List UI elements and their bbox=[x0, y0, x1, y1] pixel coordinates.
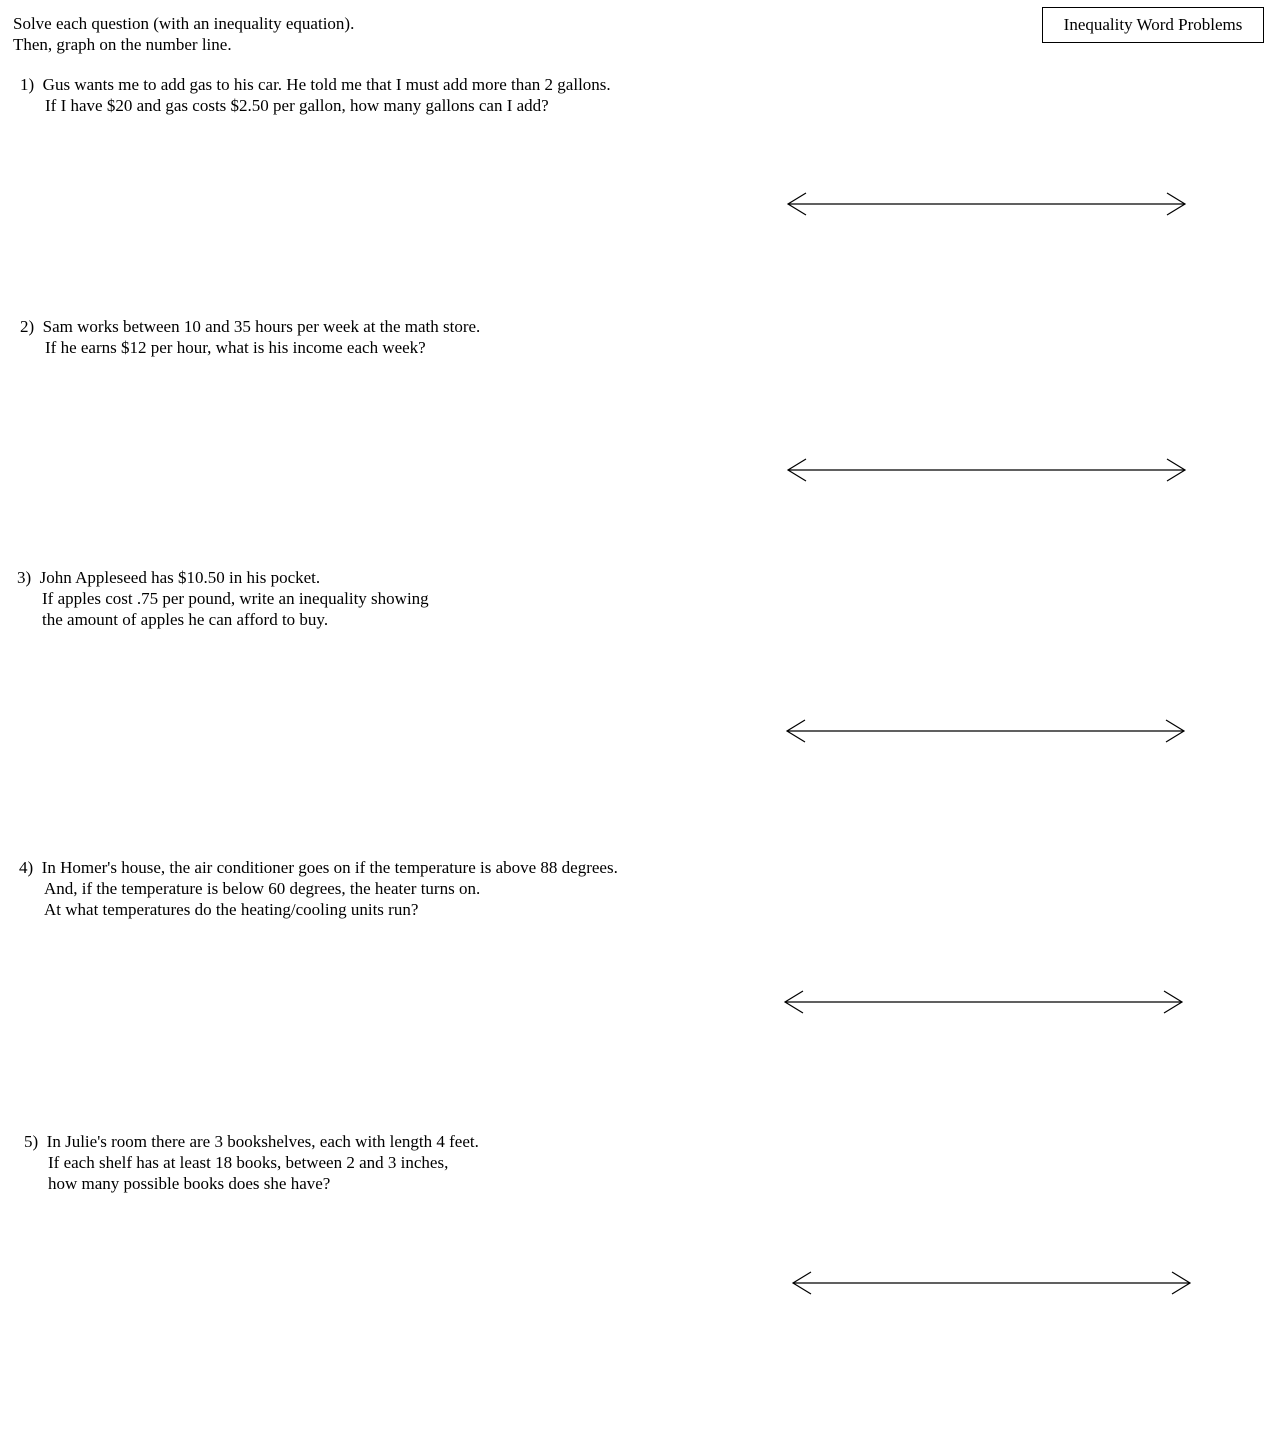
instructions-line-1: Solve each question (with an inequality equation). bbox=[13, 14, 355, 33]
question-5-line-1: 5) In Julie's room there are 3 bookshelves, each with length 4 feet. bbox=[24, 1132, 479, 1151]
number-line-4[interactable] bbox=[777, 988, 1192, 1018]
number-line-2[interactable] bbox=[780, 456, 1195, 486]
worksheet-title: Inequality Word Problems bbox=[1042, 7, 1264, 43]
question-5 bbox=[24, 1131, 479, 1194]
question-1-line-2: If I have $20 and gas costs $2.50 per gallon, how many gallons can I add? bbox=[45, 96, 549, 115]
question-4 bbox=[19, 857, 618, 920]
question-4-line-1: 4) In Homer's house, the air conditioner goes on if the temperature is above 88 degrees. bbox=[19, 858, 618, 877]
question-2-number: 2) bbox=[20, 317, 35, 336]
question-2 bbox=[20, 316, 480, 358]
question-4-line-3: At what temperatures do the heating/cooling units run? bbox=[44, 900, 419, 919]
question-3 bbox=[17, 567, 429, 630]
question-4-line-2: And, if the temperature is below 60 degrees, the heater turns on. bbox=[44, 879, 481, 898]
question-3-number: 3) bbox=[17, 568, 32, 587]
question-4-number: 4) bbox=[19, 858, 34, 877]
question-5-line-3: how many possible books does she have? bbox=[48, 1174, 331, 1193]
question-1-line-1: 1) Gus wants me to add gas to his car. He told me that I must add more than 2 gallons. bbox=[20, 75, 611, 94]
number-line-3[interactable] bbox=[779, 717, 1194, 747]
question-3-line-3: the amount of apples he can afford to buy. bbox=[42, 610, 329, 629]
number-line-5[interactable] bbox=[785, 1269, 1200, 1299]
number-line-1[interactable] bbox=[780, 190, 1195, 220]
question-1-number: 1) bbox=[20, 75, 35, 94]
instructions-line-2: Then, graph on the number line. bbox=[13, 35, 232, 54]
question-2-line-1: 2) Sam works between 10 and 35 hours per week at the math store. bbox=[20, 317, 481, 336]
question-2-line-2: If he earns $12 per hour, what is his income each week? bbox=[45, 338, 426, 357]
question-1 bbox=[20, 74, 611, 116]
question-5-number: 5) bbox=[24, 1132, 39, 1151]
instructions bbox=[13, 13, 354, 55]
question-3-line-2: If apples cost .75 per pound, write an inequality showing bbox=[42, 589, 429, 608]
question-3-line-1: 3) John Appleseed has $10.50 in his pocket. bbox=[17, 568, 321, 587]
question-5-line-2: If each shelf has at least 18 books, between 2 and 3 inches, bbox=[48, 1153, 449, 1172]
